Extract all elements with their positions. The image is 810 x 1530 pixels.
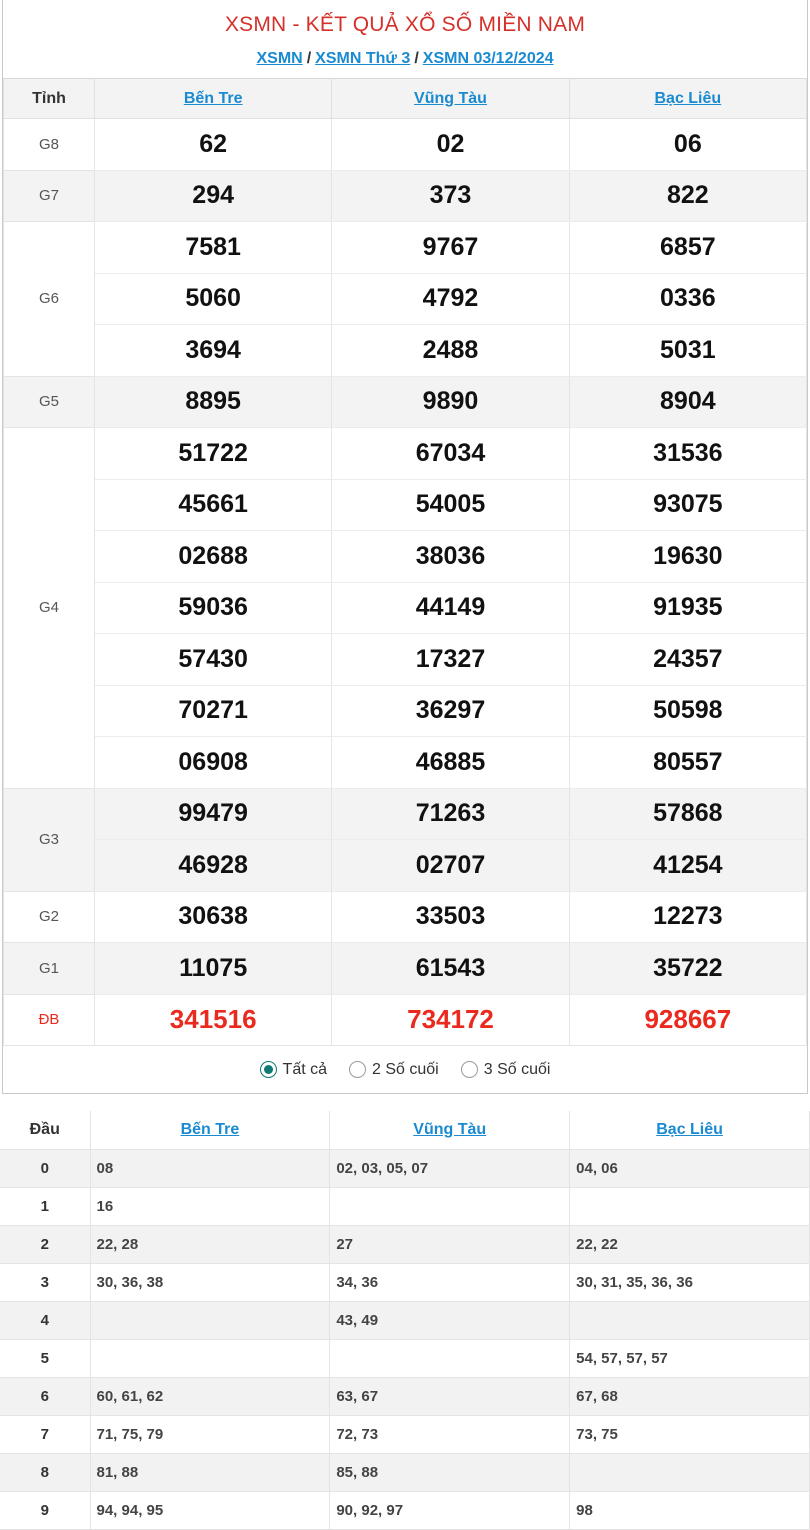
- loto-cell: 22, 22: [570, 1225, 810, 1263]
- breadcrumb-separator: /: [306, 50, 312, 67]
- prize-number: 02: [332, 119, 569, 171]
- prize-number: 59036: [95, 582, 332, 634]
- dau-value: 2: [0, 1225, 90, 1263]
- loto-cell: 90, 92, 97: [330, 1491, 570, 1529]
- prize-number: 294: [95, 170, 332, 222]
- prize-number: 44149: [332, 582, 569, 634]
- loto-cell: 02, 03, 05, 07: [330, 1149, 570, 1187]
- prize-number: 33503: [332, 891, 569, 943]
- prize-label: G4: [4, 428, 95, 789]
- prize-number: 9767: [332, 222, 569, 274]
- prize-number: 822: [569, 170, 806, 222]
- loto-cell: [90, 1301, 330, 1339]
- prize-number: 06908: [95, 737, 332, 789]
- prize-number: 5060: [95, 273, 332, 325]
- prize-number: 61543: [332, 943, 569, 995]
- loto-row: [0, 1149, 810, 1187]
- prize-label: G8: [4, 119, 95, 171]
- special-prize-number: 928667: [569, 994, 806, 1046]
- prize-number: 67034: [332, 428, 569, 480]
- special-prize-number: 734172: [332, 994, 569, 1046]
- radio-icon[interactable]: [461, 1061, 478, 1078]
- dau-value: 0: [0, 1149, 90, 1187]
- prize-row: [4, 994, 807, 1046]
- prize-number: 93075: [569, 479, 806, 531]
- prize-number: 62: [95, 119, 332, 171]
- results-body: [4, 119, 807, 1046]
- prize-number: 54005: [332, 479, 569, 531]
- prize-row: [4, 170, 807, 222]
- prize-number: 70271: [95, 685, 332, 737]
- prize-number: 38036: [332, 531, 569, 583]
- filter-option-label: 3 Số cuối: [483, 1060, 551, 1078]
- prize-number: 57430: [95, 634, 332, 686]
- prize-label: G2: [4, 891, 95, 943]
- prize-row: [4, 891, 807, 943]
- loto-body: [0, 1149, 810, 1529]
- breadcrumb: [3, 50, 807, 77]
- prize-number: 19630: [569, 531, 806, 583]
- filter-option-label: Tất cả: [282, 1060, 328, 1078]
- prize-number: 80557: [569, 737, 806, 789]
- prize-number: 41254: [569, 840, 806, 892]
- breadcrumb-separator: /: [414, 50, 419, 67]
- prize-number: 46928: [95, 840, 332, 892]
- dau-value: 6: [0, 1377, 90, 1415]
- prize-number: 373: [332, 170, 569, 222]
- loto-cell: 43, 49: [330, 1301, 570, 1339]
- loto-row: [0, 1453, 810, 1491]
- loto-row: [0, 1225, 810, 1263]
- prize-row: [4, 634, 807, 686]
- prize-row: [4, 376, 807, 428]
- results-header-row: [4, 79, 807, 119]
- dau-value: 7: [0, 1415, 90, 1453]
- filter-option-label: 2 Số cuối: [372, 1060, 439, 1078]
- loto-province-link-bac-lieu[interactable]: Bạc Liêu: [656, 1120, 723, 1138]
- prize-number: 50598: [569, 685, 806, 737]
- loto-cell: [90, 1339, 330, 1377]
- prize-number: 30638: [95, 891, 332, 943]
- prize-row: [4, 325, 807, 377]
- loto-cell: [330, 1187, 570, 1225]
- filter-option-2-digits[interactable]: [349, 1061, 439, 1079]
- dau-value: 1: [0, 1187, 90, 1225]
- prize-row: [4, 273, 807, 325]
- loto-cell: 60, 61, 62: [90, 1377, 330, 1415]
- prize-number: 0336: [569, 273, 806, 325]
- loto-cell: 94, 94, 95: [90, 1491, 330, 1529]
- radio-checked-icon[interactable]: [260, 1061, 277, 1078]
- loto-cell: 16: [90, 1187, 330, 1225]
- loto-cell: 72, 73: [330, 1415, 570, 1453]
- loto-cell: 22, 28: [90, 1225, 330, 1263]
- province-header: [332, 79, 569, 119]
- prize-number: 35722: [569, 943, 806, 995]
- dau-column-header: Đầu: [0, 1111, 90, 1149]
- prize-number: 8895: [95, 376, 332, 428]
- loto-province-link-ben-tre[interactable]: Bến Tre: [180, 1120, 240, 1138]
- prize-row: [4, 119, 807, 171]
- loto-row: [0, 1415, 810, 1453]
- province-header: [95, 79, 332, 119]
- loto-cell: [330, 1339, 570, 1377]
- dau-value: 9: [0, 1491, 90, 1529]
- loto-row: [0, 1187, 810, 1225]
- prize-number: 24357: [569, 634, 806, 686]
- loto-cell: 04, 06: [570, 1149, 810, 1187]
- prize-number: 36297: [332, 685, 569, 737]
- province-link-ben-tre[interactable]: Bến Tre: [183, 89, 243, 107]
- dau-value: 4: [0, 1301, 90, 1339]
- prize-number: 57868: [569, 788, 806, 840]
- loto-cell: [570, 1453, 810, 1491]
- prize-row: [4, 582, 807, 634]
- loto-row: [0, 1491, 810, 1529]
- prize-number: 46885: [332, 737, 569, 789]
- prize-number: 31536: [569, 428, 806, 480]
- prize-number: 12273: [569, 891, 806, 943]
- prize-row: [4, 943, 807, 995]
- loto-cell: 85, 88: [330, 1453, 570, 1491]
- prize-number: 2488: [332, 325, 569, 377]
- loto-row: [0, 1377, 810, 1415]
- prize-row: [4, 840, 807, 892]
- dau-value: 5: [0, 1339, 90, 1377]
- prize-number: 51722: [95, 428, 332, 480]
- prize-number: 91935: [569, 582, 806, 634]
- loto-cell: 63, 67: [330, 1377, 570, 1415]
- loto-cell: 71, 75, 79: [90, 1415, 330, 1453]
- prize-row: [4, 222, 807, 274]
- prize-row: [4, 685, 807, 737]
- province-link-bac-lieu[interactable]: Bạc Liêu: [654, 89, 722, 107]
- prize-column-header: Tỉnh: [4, 79, 95, 119]
- loto-cell: [570, 1301, 810, 1339]
- prize-number: 11075: [95, 943, 332, 995]
- prize-label: G3: [4, 788, 95, 891]
- breadcrumb-link-xsmn-thu3[interactable]: XSMN Thứ 3: [315, 50, 411, 67]
- loto-cell: 34, 36: [330, 1263, 570, 1301]
- prize-label: G6: [4, 222, 95, 377]
- loto-cell: 81, 88: [90, 1453, 330, 1491]
- dau-value: 3: [0, 1263, 90, 1301]
- prize-number: 6857: [569, 222, 806, 274]
- dau-value: 8: [0, 1453, 90, 1491]
- breadcrumb-link-xsmn-date[interactable]: XSMN 03/12/2024: [422, 50, 554, 67]
- prize-row: [4, 737, 807, 789]
- prize-number: 9890: [332, 376, 569, 428]
- loto-head-table: [0, 1111, 810, 1530]
- prize-label: G5: [4, 376, 95, 428]
- filter-option-3-digits[interactable]: [461, 1061, 551, 1079]
- loto-cell: 27: [330, 1225, 570, 1263]
- province-link-vung-tau[interactable]: Vũng Tàu: [414, 89, 487, 107]
- loto-row: [0, 1301, 810, 1339]
- loto-cell: [570, 1187, 810, 1225]
- prize-number: 8904: [569, 376, 806, 428]
- loto-cell: 30, 31, 35, 36, 36: [570, 1263, 810, 1301]
- loto-header-row: [0, 1111, 810, 1149]
- loto-cell: 54, 57, 57, 57: [570, 1339, 810, 1377]
- province-header: [569, 79, 806, 119]
- prize-label: G1: [4, 943, 95, 995]
- loto-row: [0, 1339, 810, 1377]
- loto-cell: 73, 75: [570, 1415, 810, 1453]
- special-prize-number: 341516: [95, 994, 332, 1046]
- results-table: [3, 78, 807, 1046]
- loto-cell: 30, 36, 38: [90, 1263, 330, 1301]
- loto-cell: 98: [570, 1491, 810, 1529]
- prize-number: 5031: [569, 325, 806, 377]
- prize-row: [4, 428, 807, 480]
- prize-number: 4792: [332, 273, 569, 325]
- prize-number: 71263: [332, 788, 569, 840]
- loto-cell: 67, 68: [570, 1377, 810, 1415]
- prize-number: 06: [569, 119, 806, 171]
- prize-row: [4, 531, 807, 583]
- prize-number: 99479: [95, 788, 332, 840]
- prize-number: 3694: [95, 325, 332, 377]
- prize-number: 17327: [332, 634, 569, 686]
- prize-row: [4, 788, 807, 840]
- prize-label: ĐB: [4, 994, 95, 1046]
- loto-row: [0, 1263, 810, 1301]
- loto-cell: 08: [90, 1149, 330, 1187]
- page-title: XSMN - KẾT QUẢ XỔ SỐ MIỀN NAM: [224, 13, 586, 36]
- filter-option-all[interactable]: [260, 1061, 327, 1079]
- prize-row: [4, 479, 807, 531]
- prize-number: 02707: [332, 840, 569, 892]
- loto-province-header: [330, 1111, 570, 1149]
- results-panel: [2, 0, 808, 1094]
- loto-province-header: [90, 1111, 330, 1149]
- loto-province-link-vung-tau[interactable]: Vũng Tàu: [413, 1120, 487, 1138]
- radio-icon[interactable]: [349, 1061, 366, 1078]
- prize-number: 45661: [95, 479, 332, 531]
- digit-filter: [3, 1045, 807, 1093]
- prize-label: G7: [4, 170, 95, 222]
- breadcrumb-link-xsmn[interactable]: XSMN: [256, 50, 303, 67]
- prize-number: 02688: [95, 531, 332, 583]
- loto-province-header: [570, 1111, 810, 1149]
- prize-number: 7581: [95, 222, 332, 274]
